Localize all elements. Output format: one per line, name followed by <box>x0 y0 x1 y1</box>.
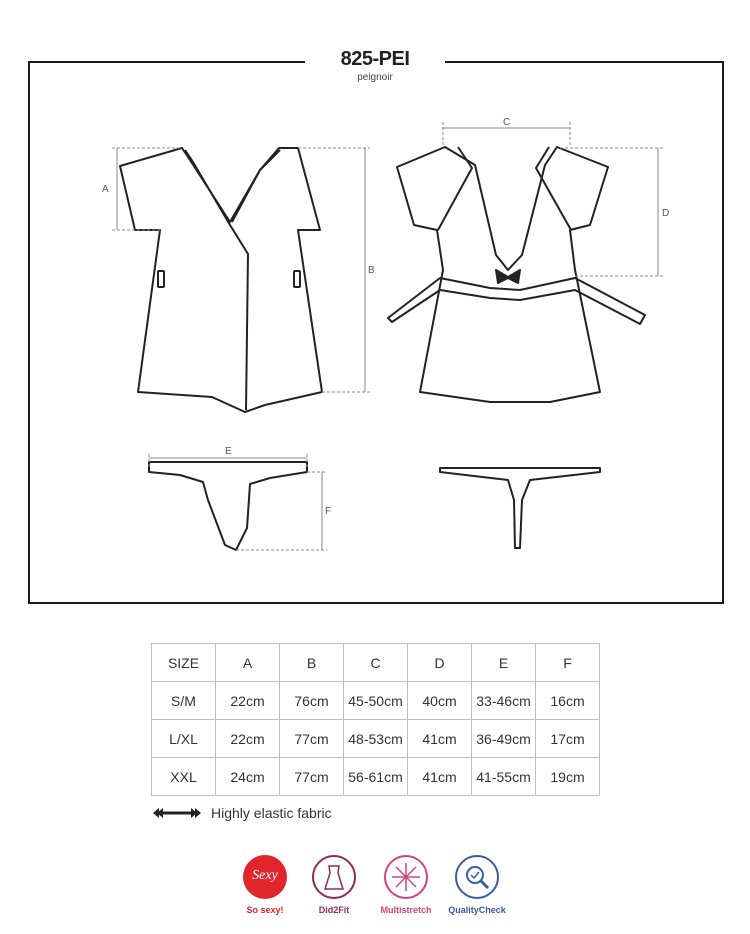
table-cell: 77cm <box>280 720 344 758</box>
table-header-cell: C <box>344 644 408 682</box>
peignoir-front-lapel-right <box>232 150 280 222</box>
front-belt-loop-left <box>158 271 164 287</box>
badge-did2fit <box>298 855 370 915</box>
table-cell: S/M <box>152 682 216 720</box>
table-cell: 33-46cm <box>472 682 536 720</box>
table-header-cell: B <box>280 644 344 682</box>
table-cell: 22cm <box>216 682 280 720</box>
table-row <box>152 758 600 796</box>
back-belt <box>388 278 645 324</box>
product-type: peignoir <box>357 72 393 83</box>
multistretch-icon <box>384 855 428 899</box>
table-cell: 41-55cm <box>472 758 536 796</box>
table-header-cell: D <box>408 644 472 682</box>
badge-inner-text: Sexy <box>252 868 278 883</box>
bow-icon <box>496 270 520 283</box>
table-row <box>152 682 600 720</box>
table-header-cell: SIZE <box>152 644 216 682</box>
table-cell: 77cm <box>280 758 344 796</box>
table-cell: 19cm <box>536 758 600 796</box>
peignoir-back-sleeve-left <box>438 147 472 230</box>
dress-fit-icon <box>312 855 356 899</box>
quality-check-icon <box>455 855 499 899</box>
table-cell: 36-49cm <box>472 720 536 758</box>
table-cell: 48-53cm <box>344 720 408 758</box>
table-header-cell: A <box>216 644 280 682</box>
peignoir-front-lapel <box>185 150 248 410</box>
table-cell: 76cm <box>280 682 344 720</box>
dim-label-c: C <box>503 117 511 128</box>
thong-front-outline <box>149 462 307 550</box>
table-header-cell: F <box>536 644 600 682</box>
table-header-row <box>152 644 600 682</box>
table-cell: 41cm <box>408 758 472 796</box>
table-cell: L/XL <box>152 720 216 758</box>
table-cell: XXL <box>152 758 216 796</box>
dim-label-e: E <box>225 446 232 457</box>
table-cell: 24cm <box>216 758 280 796</box>
dim-label-f: F <box>325 506 332 517</box>
table-cell: 17cm <box>536 720 600 758</box>
model-title: 825-PEI <box>340 48 410 70</box>
table-row <box>152 720 600 758</box>
dim-label-d: D <box>662 208 670 219</box>
badge-label: Did2Fit <box>318 905 350 915</box>
elastic-arrow-icon <box>151 806 203 820</box>
size-table <box>151 643 600 796</box>
table-cell: 22cm <box>216 720 280 758</box>
badge-label: So sexy! <box>246 905 284 915</box>
front-belt-loop-right <box>294 271 300 287</box>
peignoir-front-outline <box>120 148 322 412</box>
table-cell: 45-50cm <box>344 682 408 720</box>
sexy-heart-icon <box>243 855 287 899</box>
badge-so-sexy <box>229 855 301 915</box>
dim-label-b: B <box>368 265 375 276</box>
table-header-cell: E <box>472 644 536 682</box>
elastic-note <box>151 805 332 821</box>
dim-label-a: A <box>102 184 109 195</box>
table-cell: 40cm <box>408 682 472 720</box>
badge-label: Multistretch <box>380 905 432 915</box>
peignoir-back-sleeve-right <box>536 147 571 230</box>
badge-multistretch <box>370 855 442 915</box>
badge-label: QualityCheck <box>448 905 506 915</box>
elastic-note-text: Highly elastic fabric <box>211 805 332 821</box>
badge-quality-check <box>441 855 513 915</box>
thong-back-outline <box>440 468 600 548</box>
table-cell: 56-61cm <box>344 758 408 796</box>
table-cell: 41cm <box>408 720 472 758</box>
table-cell: 16cm <box>536 682 600 720</box>
